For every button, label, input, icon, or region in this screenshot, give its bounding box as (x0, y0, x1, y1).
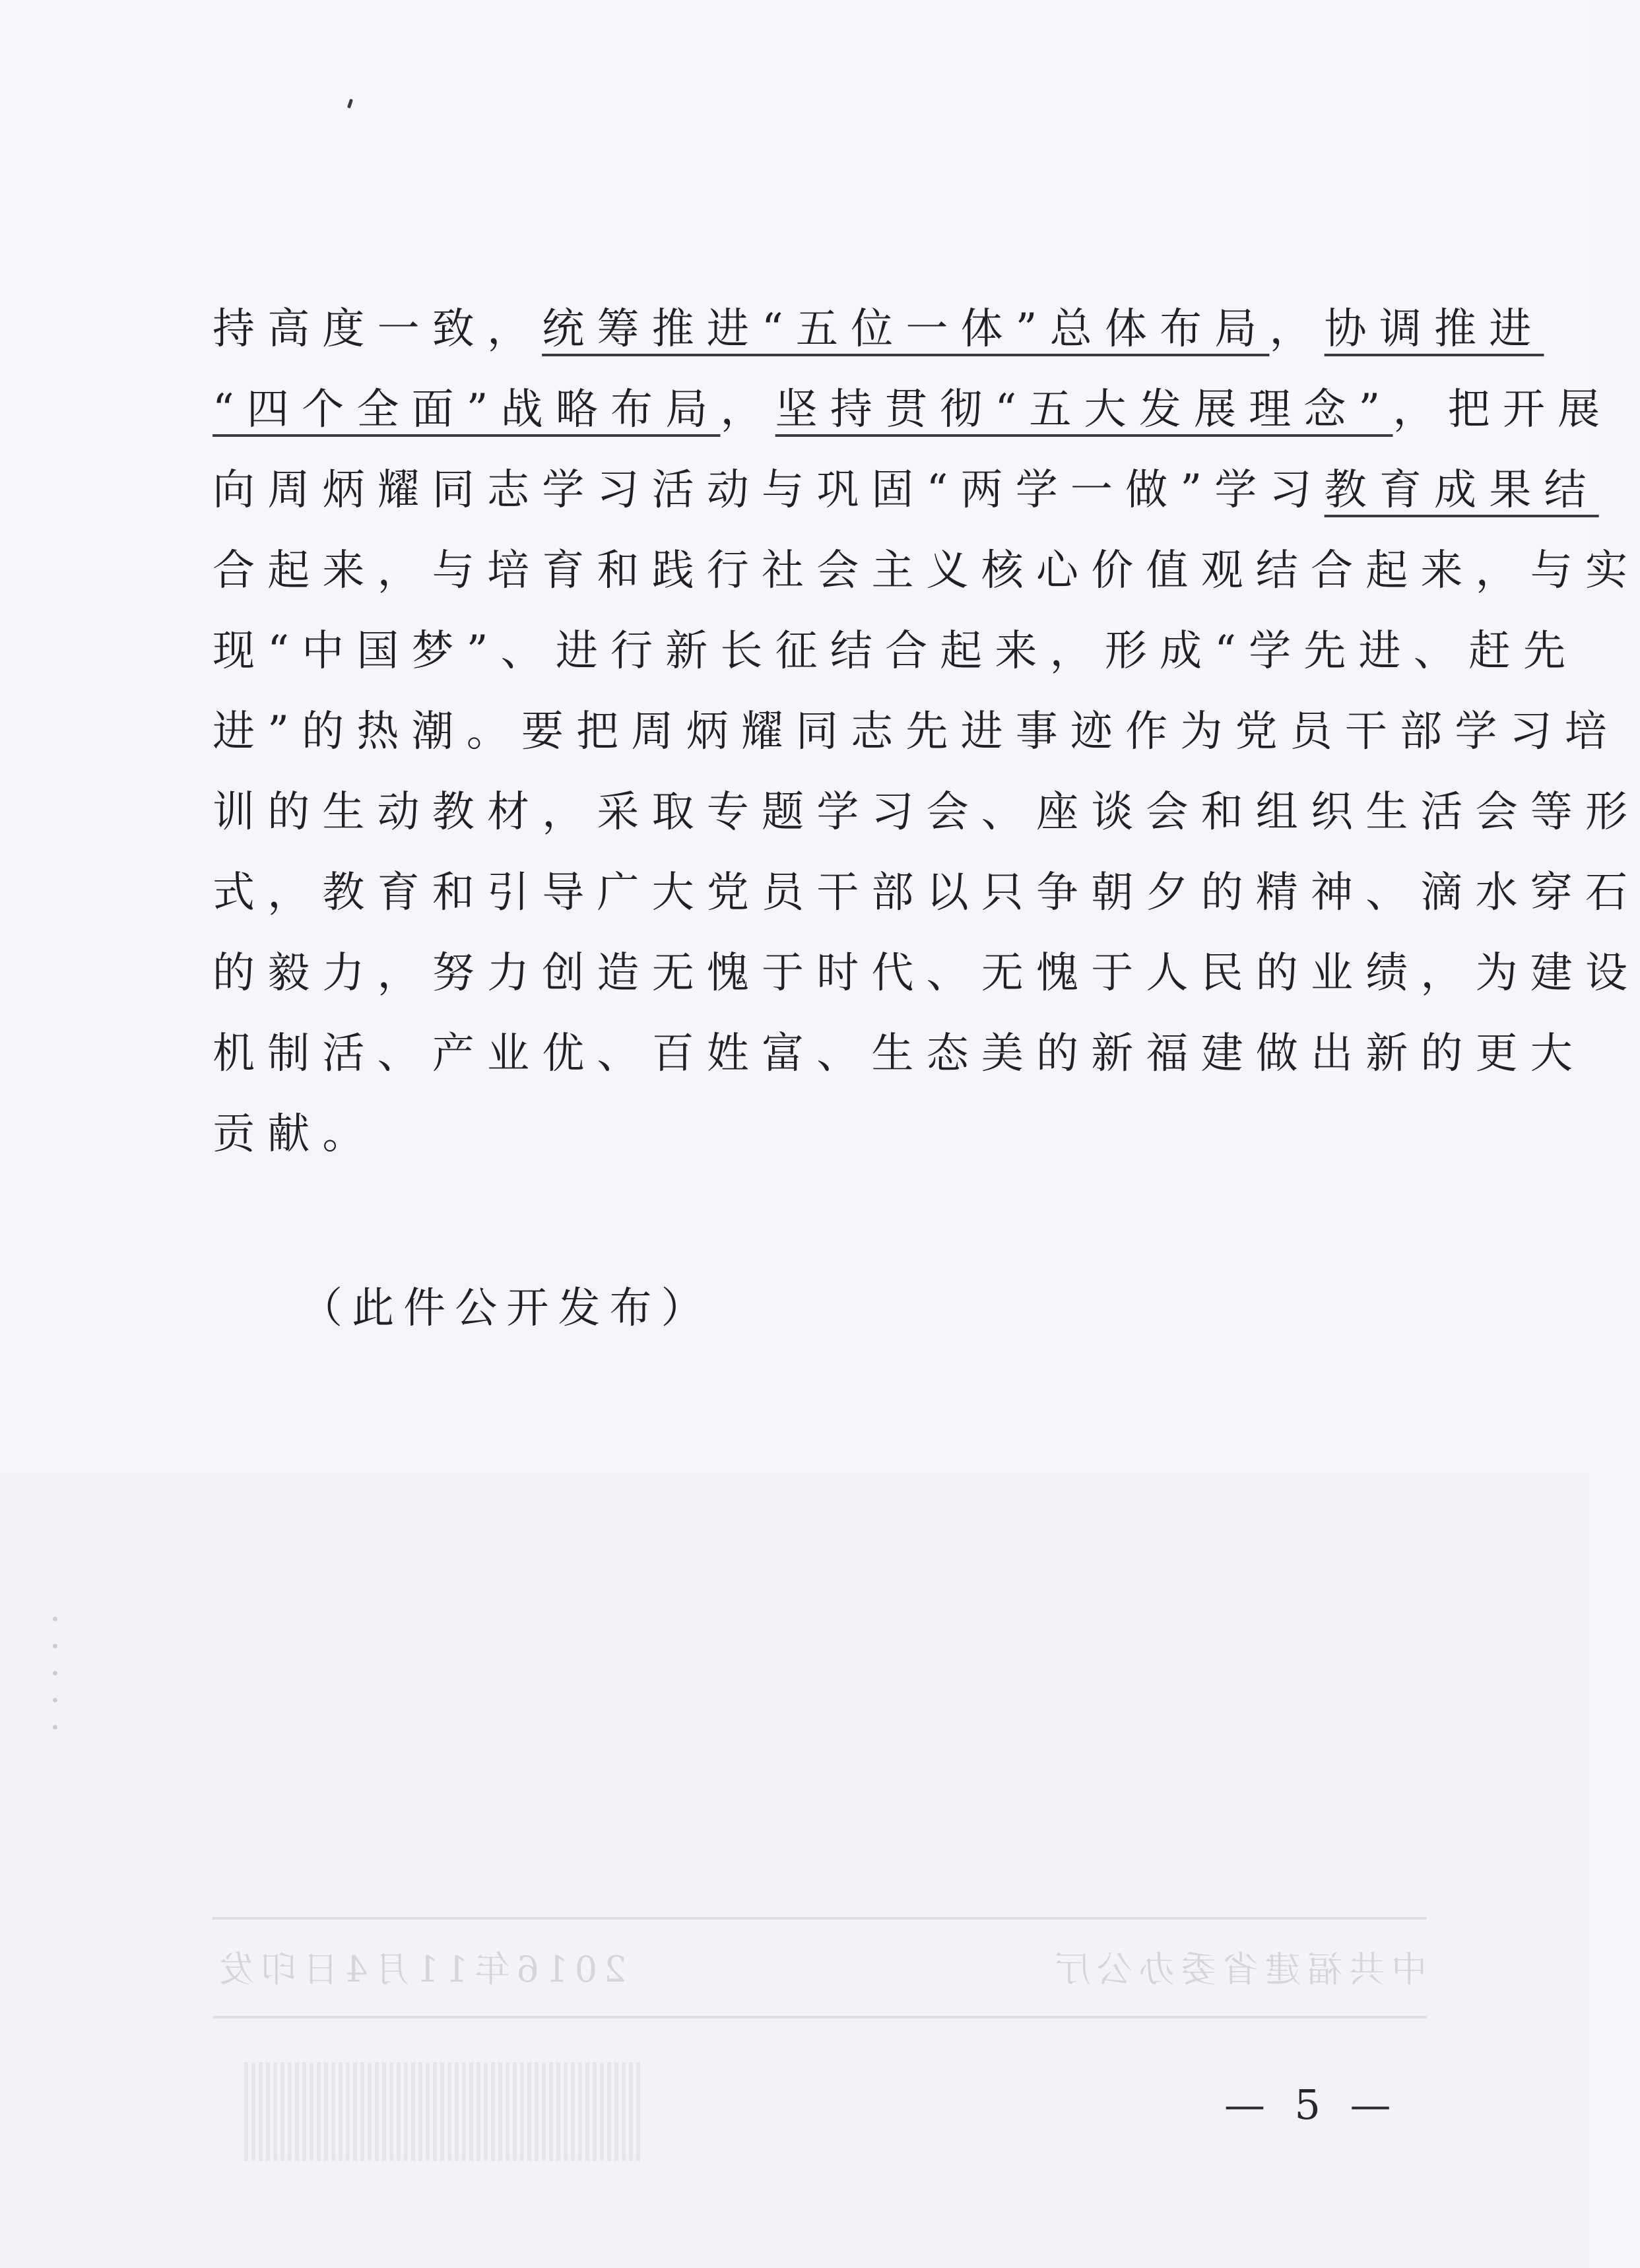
paragraph-line (213, 450, 1599, 531)
line-text: 贡献。 (213, 1110, 377, 1159)
underlined-text: “四个全面”战略布局 (213, 385, 721, 434)
line-text: 机制活、产业优、百姓富、生态美的新福建做出新的更大 (213, 1029, 1585, 1078)
paragraph-line (213, 289, 1544, 370)
line-text: 向周炳耀同志学习活动与巩固“两学一做”学习 (213, 466, 1325, 515)
underlined-text: 教育成果结 (1324, 466, 1599, 515)
body-paragraph (213, 289, 1640, 1175)
line-text: 式，教育和引导广大党员干部以只争朝夕的精神、滴水穿石 (213, 868, 1640, 917)
line-text: ，把开展 (1393, 385, 1613, 434)
binding-holes (53, 1617, 59, 1749)
line-text: ， (720, 385, 775, 434)
footer-rule-bottom (213, 2016, 1427, 2019)
paragraph-line (213, 611, 1579, 692)
underlined-text: 统筹推进“五位一体”总体布局 (542, 305, 1270, 354)
paragraph-line (213, 933, 1640, 1014)
show-through-footer-left: 中共福建省委办公厅 (1048, 1948, 1427, 1990)
ink-speck (347, 99, 353, 109)
paragraph-line (213, 853, 1640, 933)
paragraph-line (213, 1094, 1427, 1175)
show-through-footer (213, 1937, 1427, 1996)
underlined-text: 协调推进 (1324, 305, 1544, 354)
paragraph-line (213, 531, 1640, 611)
page-number: — 5 — (1224, 2081, 1399, 2129)
paragraph-line (213, 772, 1640, 853)
line-text: 持高度一致， (213, 305, 542, 354)
line-text: 进”的热潮。要把周炳耀同志先进事迹作为党员干部学习培 (213, 707, 1620, 756)
footer-rule-top (213, 1917, 1427, 1920)
paragraph-line (213, 1014, 1585, 1094)
line-text: 现“中国梦”、进行新长征结合起来，形成“学先进、赶先 (213, 627, 1579, 676)
line-text: 训的生动教材，采取专题学习会、座谈会和组织生活会等形 (213, 788, 1640, 837)
show-through-barcode (244, 2062, 640, 2161)
show-through-footer-right: 2016年11月4日印发 (213, 1948, 627, 1990)
line-text: 合起来，与培育和践行社会主义核心价值观结合起来，与实 (213, 546, 1640, 595)
paragraph-line (213, 370, 1613, 450)
line-text: ， (1269, 305, 1325, 354)
paragraph-line (213, 692, 1620, 772)
publication-notice: （此件公开发布） (300, 1284, 713, 1333)
underlined-text: 坚持贯彻“五大发展理念” (775, 385, 1393, 434)
line-text: 的毅力，努力创造无愧于时代、无愧于人民的业绩，为建设 (213, 949, 1640, 998)
